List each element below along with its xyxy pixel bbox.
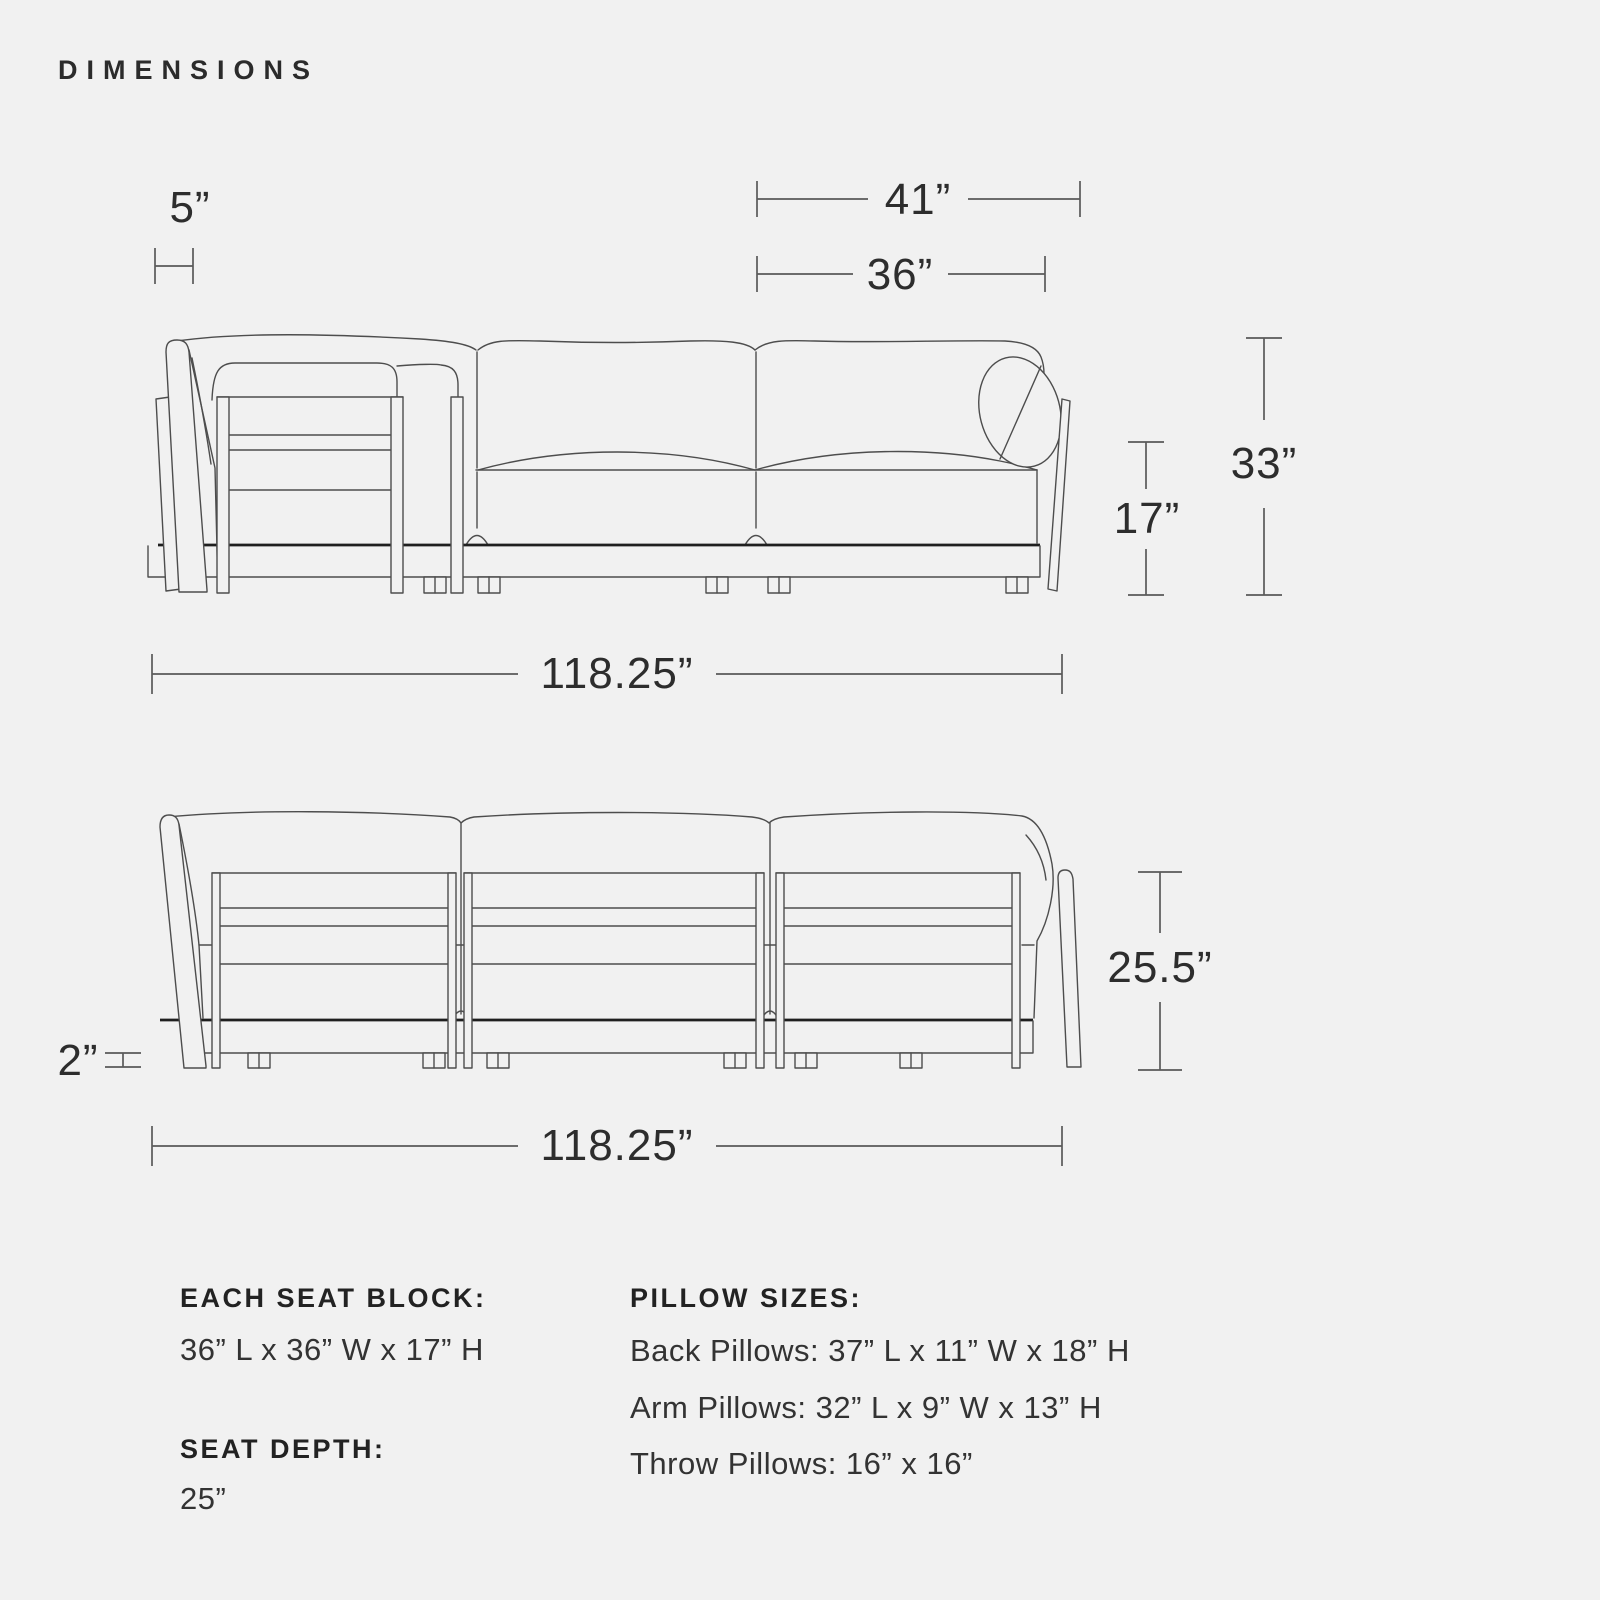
page-title: DIMENSIONS [58, 55, 320, 85]
dim-total-height-label: 33” [1230, 439, 1298, 488]
dim-back-frame-height-label: 25.5” [1107, 943, 1213, 992]
seat-depth-heading: SEAT DEPTH: [180, 1434, 386, 1464]
dim-total-width-back [152, 1121, 1062, 1170]
seat-block-heading: EACH SEAT BLOCK: [180, 1283, 487, 1313]
pillow-back-value: Back Pillows: 37” L x 11” W x 18” H [630, 1333, 1130, 1368]
dim-seat-height [1114, 442, 1181, 595]
back-right-arm-plank [1058, 870, 1081, 1067]
pillow-throw-value: Throw Pillows: 16” x 16” [630, 1446, 973, 1481]
front-view-drawing [148, 335, 1073, 593]
dim-seat-width-label: 36” [866, 250, 934, 299]
dim-foot-height-label: 2” [57, 1036, 99, 1085]
dim-total-width-back-label: 118.25” [540, 1121, 694, 1170]
dim-seat-plus-arm-width [757, 175, 1080, 224]
seat-depth-value: 25” [180, 1481, 227, 1516]
dim-total-width-front [152, 649, 1062, 698]
dim-seat-width [757, 250, 1045, 299]
dim-seat-plus-arm-label: 41” [884, 175, 952, 224]
pillow-sizes-heading: PILLOW SIZES: [630, 1283, 862, 1313]
front-feet [424, 577, 1028, 593]
dim-seat-height-label: 17” [1113, 494, 1181, 543]
back-feet [248, 1053, 922, 1068]
dim-total-width-front-label: 118.25” [540, 649, 694, 698]
seat-block-value: 36” L x 36” W x 17” H [180, 1332, 484, 1367]
dim-arm-width-label: 5” [169, 183, 211, 232]
dim-total-height [1231, 338, 1298, 595]
pillow-arm-value: Arm Pillows: 32” L x 9” W x 13” H [630, 1390, 1102, 1425]
dim-arm-width [155, 183, 211, 284]
dim-back-frame-height [1107, 872, 1212, 1070]
back-view-drawing [160, 812, 1081, 1068]
dim-foot-height [57, 1036, 141, 1085]
